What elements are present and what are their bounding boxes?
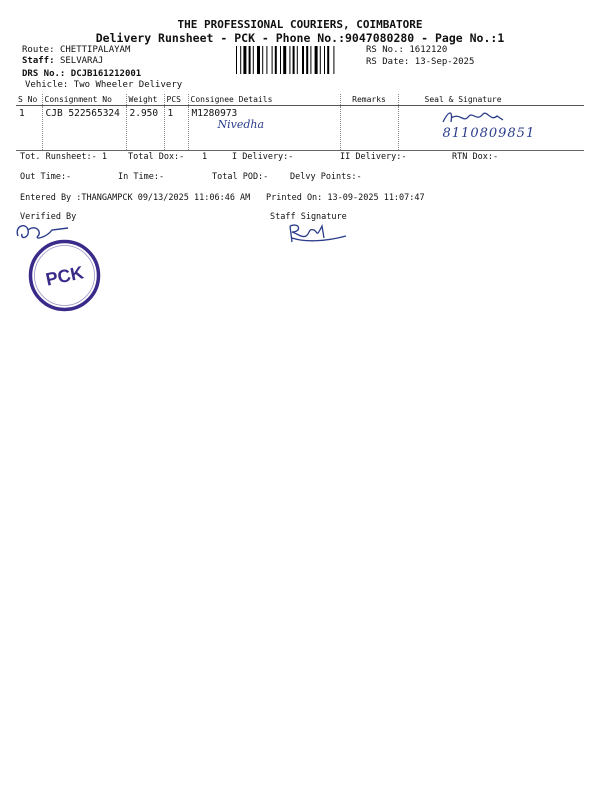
col-consignment: Consignment No bbox=[42, 94, 126, 106]
rs-date-line: RS Date: 13-Sep-2025 bbox=[366, 57, 475, 67]
in-time: In Time:- bbox=[118, 172, 165, 182]
table-row bbox=[16, 106, 584, 151]
cell-remarks bbox=[340, 106, 398, 151]
ii-delivery: II Delivery:- bbox=[340, 152, 407, 162]
col-seal: Seal & Signature bbox=[398, 94, 584, 106]
staff-value: SELVARAJ bbox=[59, 56, 104, 66]
total-pod: Total POD:- bbox=[212, 172, 269, 182]
cell-consignment: CJB 522565324 bbox=[42, 106, 126, 151]
verified-by-label: Verified By bbox=[20, 212, 77, 222]
drs-value: DCJB161212001 bbox=[70, 69, 142, 79]
delivery-table bbox=[16, 94, 584, 151]
staff-signature-label: Staff Signature bbox=[270, 212, 347, 222]
company-title: THE PROFESSIONAL COURIERS, COIMBATORE bbox=[177, 18, 423, 31]
vehicle-value: Two Wheeler Delivery bbox=[73, 80, 183, 90]
consignee-code: M1280973 bbox=[191, 108, 238, 119]
entered-by: Entered By :THANGAMPCK 09/13/2025 11:06:46 AM bbox=[20, 193, 251, 203]
total-dox: Total Dox:- bbox=[128, 152, 185, 162]
drs-line: DRS No.: DCJB161212001 bbox=[22, 69, 142, 79]
barcode-icon bbox=[236, 46, 360, 74]
rtn-dox: RTN Dox:- bbox=[452, 152, 499, 162]
rs-no-line: RS No.: 1612120 bbox=[366, 45, 448, 55]
col-weight: Weight bbox=[126, 94, 164, 106]
receiver-phone: 8110809851 bbox=[442, 126, 536, 141]
cell-weight: 2.950 bbox=[126, 106, 164, 151]
col-remarks: Remarks bbox=[340, 94, 398, 106]
col-pcs: PCS bbox=[164, 94, 188, 106]
i-delivery: I Delivery:- bbox=[232, 152, 294, 162]
pck-stamp-icon bbox=[27, 238, 102, 313]
rs-date-value: 13-Sep-2025 bbox=[414, 57, 475, 67]
route-value: CHETTIPALAYAM bbox=[59, 45, 131, 55]
cell-signature bbox=[398, 106, 584, 151]
staff-line: Staff: SELVARAJ bbox=[22, 56, 104, 66]
vehicle-line: Vehicle: Two Wheeler Delivery bbox=[25, 80, 183, 90]
out-time: Out Time:- bbox=[20, 172, 72, 182]
table-header-row bbox=[16, 94, 584, 106]
route-line: Route: CHETTIPALAYAM bbox=[22, 45, 131, 55]
total-dox-value: 1 bbox=[202, 152, 208, 162]
runsheet-subtitle: Delivery Runsheet - PCK - Phone No.:9047080280 - Page No.:1 bbox=[95, 31, 505, 45]
tot-runsheet: Tot. Runsheet:- 1 bbox=[20, 152, 107, 162]
stamp-text: PCK bbox=[43, 262, 86, 290]
printed-on: Printed On: 13-09-2025 11:07:47 bbox=[266, 193, 425, 203]
receiver-signature-icon bbox=[439, 108, 529, 128]
cell-consignee bbox=[188, 106, 340, 151]
cell-sno: 1 bbox=[16, 106, 42, 151]
col-sno: S No bbox=[16, 94, 42, 106]
rs-no-value: 1612120 bbox=[409, 45, 448, 55]
cell-pcs: 1 bbox=[164, 106, 188, 151]
staff-signature-icon bbox=[284, 218, 354, 246]
consignee-handwritten: Nivedha bbox=[217, 118, 265, 131]
delvy-points: Delvy Points:- bbox=[290, 172, 362, 182]
col-consignee: Consignee Details bbox=[188, 94, 340, 106]
